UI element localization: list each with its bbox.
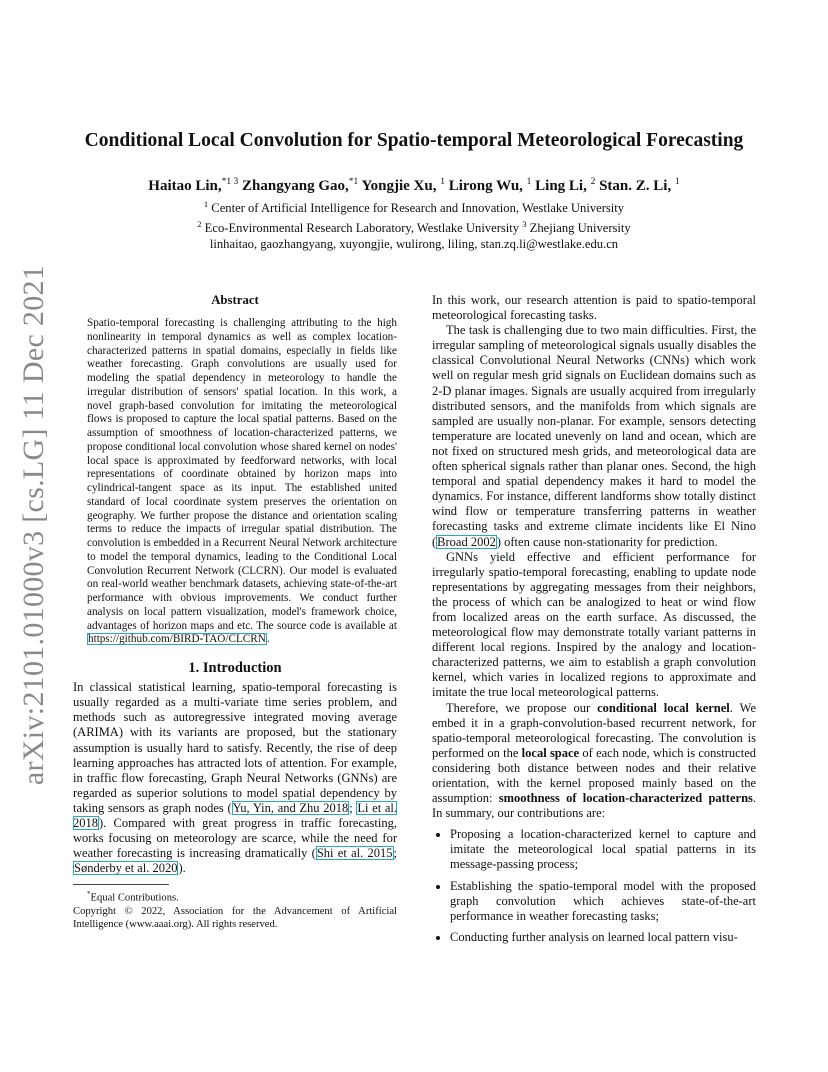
footnote-rule [73,884,169,885]
affil-text: Center of Artificial Intelligence for Research and Innovation, Westlake University [211,201,625,215]
contribution-item: • Establishing the spatio-temporal model with the proposed graph convolution which achieves state-of-the-art performance in weather forecasting tasks; [450,879,756,924]
author-affil-mark: *1 [348,177,359,187]
abstract-end: . [266,633,270,646]
affiliation-line-2 [60,216,768,236]
affil-mark: 1 [203,199,209,209]
body-paragraph [432,323,756,549]
source-code-link[interactable]: https://github.com/BIRD-TAO/CLCRN [88,633,266,646]
paragraph-text: . In summary, our contributions are: [432,791,757,821]
affiliations [60,196,768,252]
author-affil-mark: 1 [440,177,445,187]
affiliation-line-1 [60,196,768,216]
affil-mark: 2 [197,219,202,229]
abstract-heading: Abstract [211,293,259,307]
contribution-item: • Proposing a location-characterized kernel to capture and imitate the meteorological local spatial patterns in its message-passing process; [450,827,756,872]
author-list [60,172,768,196]
copyright-notice: Copyright © 2022, Association for the Advancement of Artificial Intelligence (www.aaai.org). All rights reserved. [73,905,397,930]
paragraph-text: The task is challenging due to two main difficulties. First, the irregular sampling of meteorological signals usually disables the classical Convolutional Neural Networks (CNNs) which work well on regular mesh grid signals on Euclidean domains such as 2-D planar images. Signals are usually acquired from irregularly distributed sensors, and the manifolds from which signals are sampled are usually non-planar. For example, sensors detecting temperature are located unevenly on land and ocean, which are not fixed on structured mesh grids, and meteorological data are often spherical signals rather than planar ones. Second, the high temporal and spatial dependency makes it hard to model the dynamics. For instance, different landforms show totally distinct wind flow or temperature transferring patterns in weather forecasting tasks and extreme climate incidents like El Nino ( [432,323,756,549]
author-name: Ling Li, [535,178,587,194]
body-paragraph: In this work, our research attention is paid to spatio-temporal meteorological forecasting tasks. [432,293,756,323]
footnote-equal-contribution [73,888,397,905]
author-emails: linhaitao, gaozhangyang, xuyongjie, wulirong, liling, stan.zq.li@westlake.edu.cn [209,237,619,251]
affil-mark: 3 [522,219,527,229]
arxiv-identifier-text: arXiv:2101.01000v3 [cs.LG] 11 Dec 2021 [17,264,50,786]
contribution-item: • Conducting further analysis on learned local pattern visu- [450,930,756,945]
citation-separator: ; [349,800,357,815]
bold-term: smoothness of location-characterized patterns [498,791,753,806]
citation-link[interactable]: Shi et al. 2015 [316,846,393,861]
author-affil-mark: 1 [526,177,532,187]
author-name: Stan. Z. Li, [599,178,672,194]
paragraph-text: Therefore, we propose our [446,700,598,715]
paper-title: Conditional Local Convolution for Spatio-temporal Meteorological Forecasting [84,130,744,151]
left-column [73,293,397,931]
author-name: Zhangyang Gao, [242,178,349,194]
footnote-mark: * [87,890,91,899]
abstract-text: Spatio-temporal forecasting is challenging attributing to the high nonlinearity in temporal dynamics as well as complex location-characterized patterns in spatial domains, especially in fields like weather forecasting. Graph convolutions are usually used for modeling the spatial dependency in meteorology to handle the irregular distribution of sensors' spatial location. In this work, a novel graph-based convolution for imitating the meteorological flows is proposed to capture the local spatial patterns. Based on the assumption of smoothness of location-characterized patterns, we propose conditional local convolution whose shared kernel on nodes' local space is approximated by feedforward networks, with local representations of coordinate obtained by horizon maps into cylindrical-tangent space as its input. The established united standard of local coordinate system preserves the orientation on geography. We further propose the distance and orientation scaling terms to reduce the impacts of irregular spatial distribution. The convolution is embedded in a Recurrent Neural Network architecture to model the temporal dynamics, leading to the Conditional Local Convolution Recurrent Network (CLCRN). Our model is evaluated on real-world weather benchmark datasets, achieving state-of-the-art performance with obvious improvements. We conduct further analysis on local pattern visualization, model's framework choice, advantages of horizon maps and etc. The source code is available at [87,317,397,632]
author-affil-mark: *1 3 [221,177,239,187]
paragraph-text: In classical statistical learning, spatio-temporal forecasting is usually regarded as a multi-variate time series problem, and methods such as autoregressive integrated moving average (ARIMA) with its variants are proposed, but the stationary assumption is usually hard to satisfy. Recently, the rise of deep learning approaches has attracted lots of attention. For example, in traffic flow forecasting, Graph Neural Networks (GNNs) are regarded as superior solutions to model spatial dependency by taking sensors as graph nodes ( [73,680,397,815]
right-column [432,293,756,951]
citation-link[interactable]: Sønderby et al. 2020 [74,861,178,876]
bold-term: local space [521,745,580,760]
abstract-body [87,317,397,647]
section-heading-introduction: 1. Introduction [188,660,282,677]
paragraph-text: of each node, which is constructed considering both distance between nodes and their relative orientation, with the kernel proposed mainly based on the assumption: [432,745,757,806]
author-name: Haitao Lin, [148,178,222,194]
paragraph-text: ). Compared with great progress in traffic forecasting, works focusing on meteorology are scarce, while the need for weather forecasting is increasing dramatically ( [73,816,397,861]
paragraph-text: ). [178,861,186,876]
author-name: Lirong Wu, [448,178,523,194]
intro-paragraph [73,680,397,876]
affil-text: Eco-Environmental Research Laboratory, Westlake University [204,221,520,235]
body-paragraph: GNNs yield effective and efficient performance for irregularly spatio-temporal forecasting, enabling to update node representations by aggregating messages from their neighbors, the process of which can be analogized to heat or wind flow from localized areas on the earth surface. As discussed, the meteorological flow may demonstrate totally variant patterns in different local regions. Inspired by the analogy and location-characterized patterns, we aim to establish a graph convolution kernel, which varies in localized regions to approximate and imitate the true local meteorological patterns. [432,549,756,700]
paragraph-text: . We embed it in a graph-convolution-based recurrent network, for spatio-temporal meteorological forecasting. The convolution is performed on the [432,700,756,760]
citation-link[interactable]: Li et al. 2018 [73,800,397,831]
footnote-text: Equal Contributions. [90,892,179,904]
contribution-list [432,827,756,945]
citation-link[interactable]: Broad 2002 [437,534,496,549]
bold-term: conditional local kernel [597,700,730,715]
arxiv-identifier [14,264,54,786]
author-affil-mark: 2 [590,177,596,187]
paragraph-text: ) often cause non-stationarity for prediction. [496,534,718,549]
author-affil-mark: 1 [674,177,680,187]
author-name: Yongjie Xu, [361,178,437,194]
body-paragraph [432,701,756,822]
citation-separator: ; [393,846,397,861]
affil-text: Zhejiang University [529,221,631,235]
citation-link[interactable]: Yu, Yin, and Zhu 2018 [232,800,349,815]
